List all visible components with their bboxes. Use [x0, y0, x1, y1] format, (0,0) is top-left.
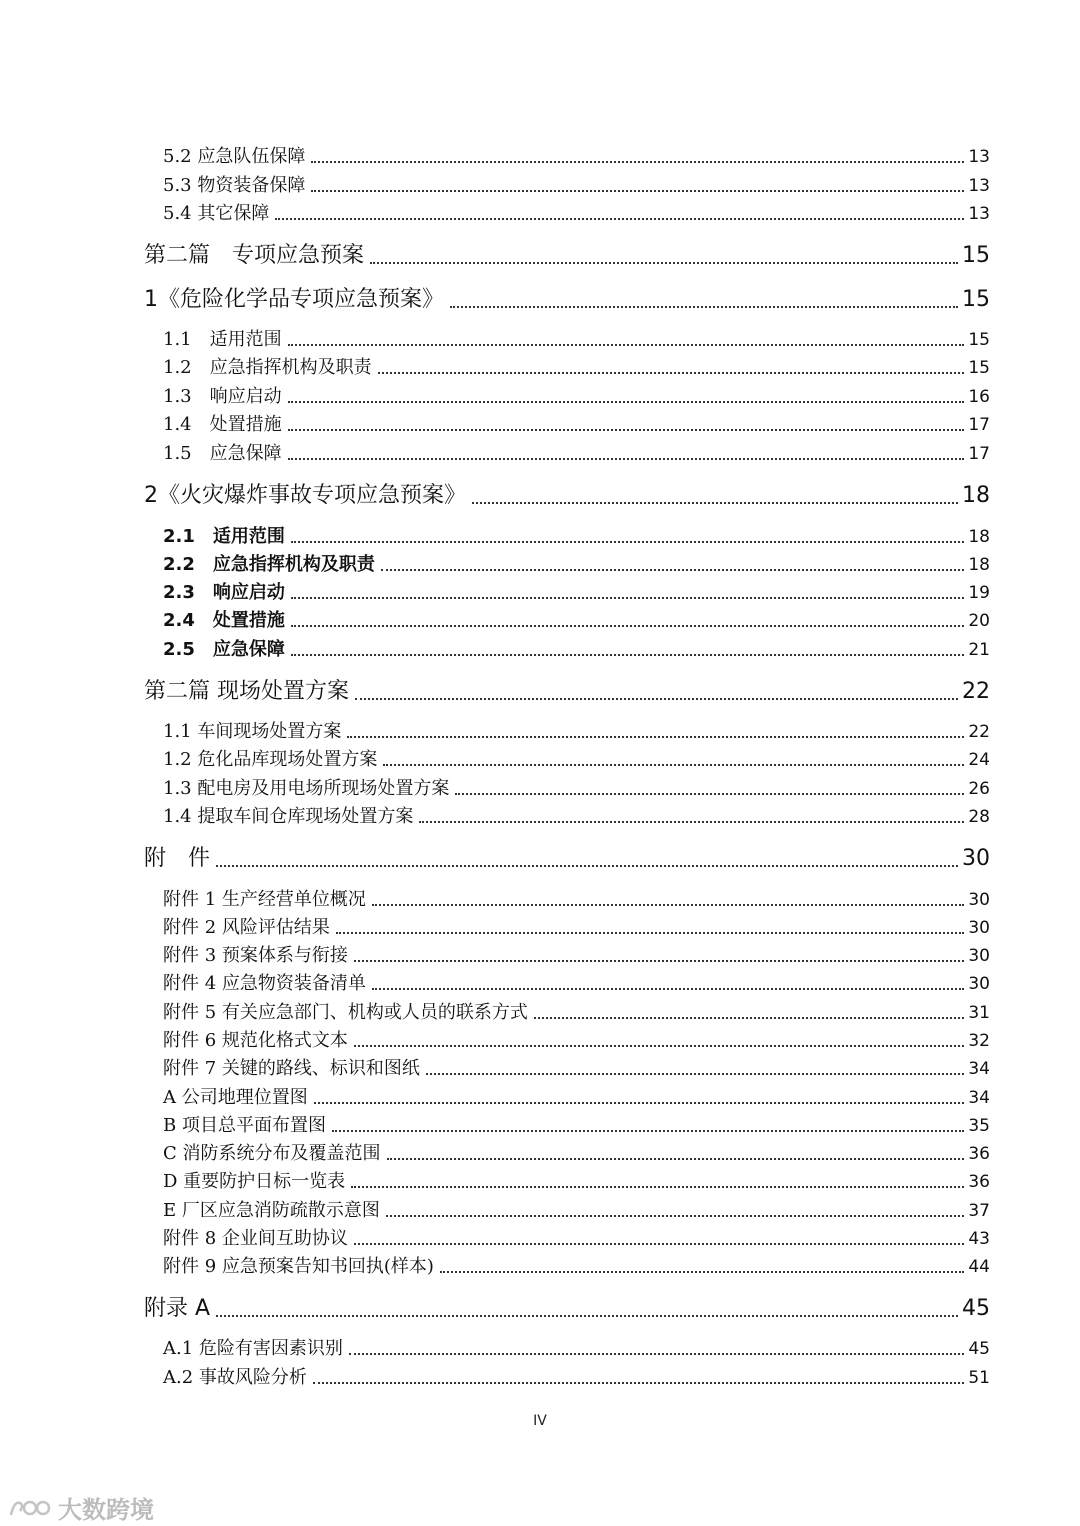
toc-attachment-1[interactable]: 附件 1 生产经营单位概况 30: [163, 889, 990, 910]
dot-leader: [291, 654, 964, 656]
dot-leader: [347, 736, 964, 738]
toc-entry-5-3[interactable]: 5.3 物资装备保障 13: [163, 175, 990, 196]
toc-appendix-a-2[interactable]: A.2 事故风险分析 51: [163, 1367, 990, 1388]
dot-leader: [311, 161, 964, 163]
dot-leader: [370, 262, 958, 264]
dot-leader: [354, 960, 964, 962]
watermark-logo-icon: [8, 1497, 52, 1519]
dot-leader: [314, 1102, 965, 1104]
watermark-text: 大数跨境: [58, 1496, 154, 1524]
toc-attachment-7-b[interactable]: B 项目总平面布置图 35: [163, 1115, 990, 1136]
toc-attachment-9[interactable]: 附件 9 应急预案告知书回执(样本) 44: [163, 1256, 990, 1277]
dot-leader: [426, 1073, 964, 1075]
toc-entry-2-4[interactable]: 2.4 处置措施 20: [163, 610, 990, 631]
toc-entry-2-2[interactable]: 2.2 应急指挥机构及职责 18: [163, 554, 990, 575]
dot-leader: [354, 1045, 964, 1047]
toc-part-special-plans[interactable]: 第二篇 专项应急预案 15: [144, 243, 990, 268]
toc-appendix-a[interactable]: 附录 A 45: [144, 1296, 990, 1321]
dot-leader: [288, 458, 965, 460]
toc-onsite-1-1[interactable]: 1.1 车间现场处置方案 22: [163, 721, 990, 742]
toc-entry-1-2[interactable]: 1.2 应急指挥机构及职责 15: [163, 357, 990, 378]
toc-attachment-8[interactable]: 附件 8 企业间互助协议 43: [163, 1228, 990, 1249]
toc-attachment-5[interactable]: 附件 5 有关应急部门、机构或人员的联系方式 31: [163, 1002, 990, 1023]
watermark: [8, 1490, 154, 1525]
dot-leader: [534, 1017, 964, 1019]
toc-appendix-a-1[interactable]: A.1 危险有害因素识别 45: [163, 1338, 990, 1359]
toc-onsite-1-3[interactable]: 1.3 配电房及用电场所现场处置方案 26: [163, 778, 990, 799]
dot-leader: [450, 306, 958, 308]
dot-leader: [291, 625, 964, 627]
dot-leader: [387, 1158, 965, 1160]
dot-leader: [351, 1186, 964, 1188]
toc-entry-1-5[interactable]: 1.5 应急保障 17: [163, 443, 990, 464]
dot-leader: [291, 597, 964, 599]
toc-entry-2-3[interactable]: 2.3 响应启动 19: [163, 582, 990, 603]
toc-attachment-2[interactable]: 附件 2 风险评估结果 30: [163, 917, 990, 938]
dot-leader: [381, 569, 964, 571]
toc-attachment-4[interactable]: 附件 4 应急物资装备清单 30: [163, 973, 990, 994]
dot-leader: [216, 1315, 958, 1317]
toc-attachment-7-d[interactable]: D 重要防护日标一览表 36: [163, 1171, 990, 1192]
toc-plan-fire-explosion[interactable]: 2《火灾爆炸事故专项应急预案》 18: [144, 483, 990, 508]
toc-entry-1-3[interactable]: 1.3 响应启动 16: [163, 386, 990, 407]
dot-leader: [472, 502, 958, 504]
dot-leader: [419, 821, 964, 823]
dot-leader: [288, 429, 965, 431]
dot-leader: [386, 1215, 964, 1217]
toc-plan-hazardous-chemicals[interactable]: 1《危险化学品专项应急预案》 15: [144, 287, 990, 312]
dot-leader: [440, 1271, 964, 1273]
dot-leader: [311, 190, 964, 192]
dot-leader: [332, 1130, 964, 1132]
dot-leader: [372, 988, 964, 990]
toc-entry-5-4[interactable]: 5.4 其它保障 13: [163, 203, 990, 224]
dot-leader: [313, 1382, 964, 1384]
toc-attachment-7-e[interactable]: E 厂区应急消防疏散示意图 37: [163, 1200, 990, 1221]
toc-onsite-1-4[interactable]: 1.4 提取车间仓库现场处置方案 28: [163, 806, 990, 827]
dot-leader: [378, 372, 965, 374]
toc-attachment-6[interactable]: 附件 6 规范化格式文本 32: [163, 1030, 990, 1051]
toc-onsite-1-2[interactable]: 1.2 危化品库现场处置方案 24: [163, 749, 990, 770]
dot-leader: [355, 698, 958, 700]
dot-leader: [372, 904, 964, 906]
toc-entry-1-4[interactable]: 1.4 处置措施 17: [163, 414, 990, 435]
dot-leader: [383, 764, 964, 766]
dot-leader: [455, 793, 964, 795]
page-number: IV: [533, 1413, 547, 1429]
dot-leader: [354, 1243, 964, 1245]
toc-attachments[interactable]: 附 件 30: [144, 846, 990, 871]
toc-attachment-7-c[interactable]: C 消防系统分布及覆盖范围 36: [163, 1143, 990, 1164]
dot-leader: [291, 541, 964, 543]
toc-entry-2-1[interactable]: 2.1 适用范围 18: [163, 526, 990, 547]
dot-leader: [349, 1353, 964, 1355]
dot-leader: [275, 218, 964, 220]
toc-entry-1-1[interactable]: 1.1 适用范围 15: [163, 329, 990, 350]
toc-entry-5-2[interactable]: 5.2 应急队伍保障 13: [163, 146, 990, 167]
toc-attachment-3[interactable]: 附件 3 预案体系与衔接 30: [163, 945, 990, 966]
dot-leader: [216, 865, 958, 867]
dot-leader: [288, 344, 965, 346]
dot-leader: [288, 401, 965, 403]
dot-leader: [336, 932, 964, 934]
toc-part-onsite-plans[interactable]: 第二篇 现场处置方案 22: [144, 679, 990, 704]
toc-attachment-7-a[interactable]: A 公司地理位置图 34: [163, 1087, 990, 1108]
toc-entry-2-5[interactable]: 2.5 应急保障 21: [163, 639, 990, 660]
toc-attachment-7[interactable]: 附件 7 关键的路线、标识和图纸 34: [163, 1058, 990, 1079]
